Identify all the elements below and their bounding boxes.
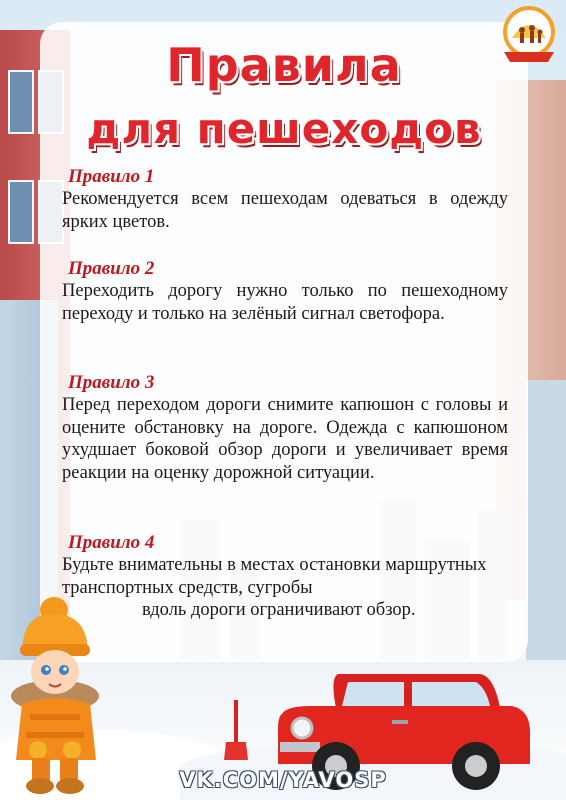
rule-heading: Правило 4 — [68, 532, 155, 553]
rule-2 — [62, 258, 508, 325]
rule-text: Переходить дорогу нужно только по пешеходному переходу и только на зелёный сигнал светофора. — [62, 281, 508, 324]
footer-link[interactable]: VK.COM/YAVOSP — [179, 768, 387, 792]
rule-text-line: вдоль дороги ограничивают обзор. — [142, 600, 416, 620]
rule-text — [62, 554, 508, 622]
rule-4 — [62, 532, 508, 622]
rule-3 — [62, 372, 508, 484]
rule-heading: Правило 1 — [68, 166, 155, 187]
page-title-line-2: для пешеходов — [86, 104, 482, 153]
child-in-winter-clothes — [4, 592, 114, 796]
rule-text: Перед переходом дороги снимите капюшон с головы и оцените обстановку на дороге. Одежда с капюшоном ухудшает боковой обзор дороги и увеличивает время реакции на оценку дорожной ситуации. — [62, 395, 508, 483]
rule-text: Рекомендуется всем пешеходам одеваться в одежду ярких цветов. — [62, 189, 508, 232]
right-building-blue — [526, 380, 566, 680]
rule-heading: Правило 3 — [68, 372, 155, 393]
rule-heading: Правило 2 — [68, 258, 155, 279]
page-title-line-1: Правила — [166, 38, 402, 92]
rule-1 — [62, 166, 508, 233]
snow-shovel — [222, 700, 252, 764]
rule-text-line: Будьте внимательны в местах остановки маршрутных транспортных средств, сугробы — [62, 555, 487, 598]
